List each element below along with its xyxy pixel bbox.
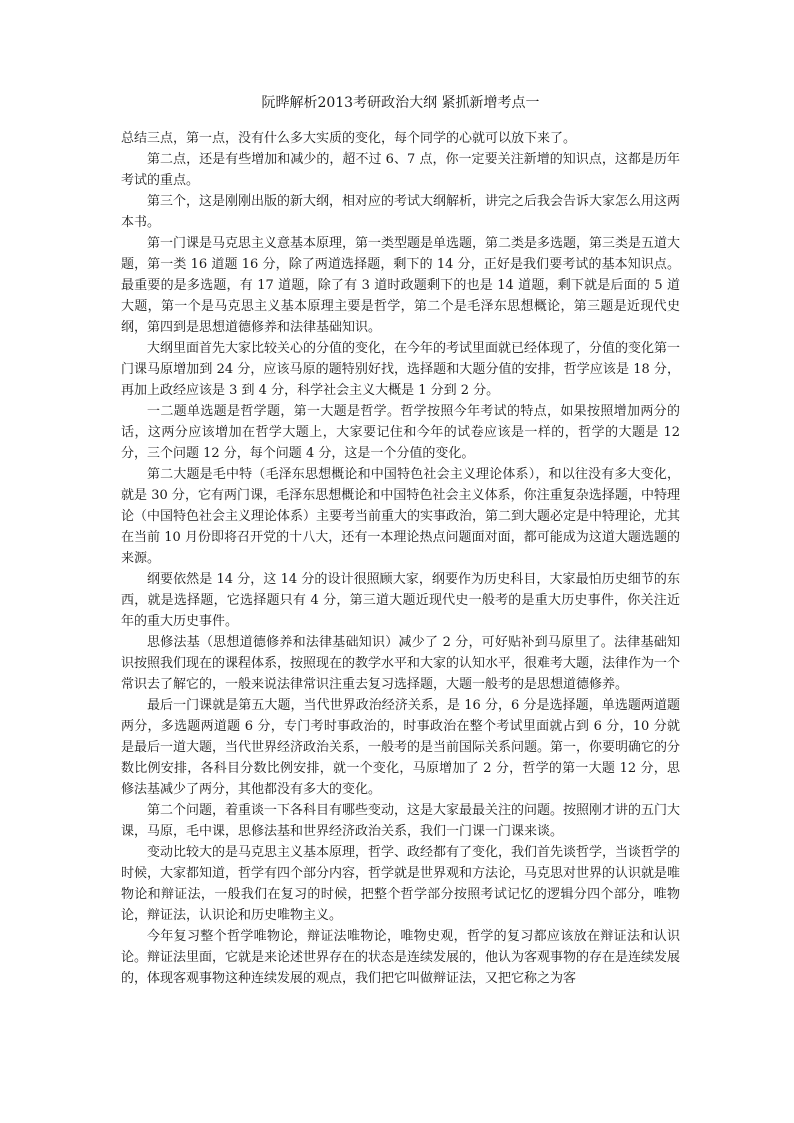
paragraph-7: 第二大题是毛中特（毛泽东思想概论和中国特色社会主义理论体系），和以往没有多大变化，就是 30 分，它有两门课，毛泽东思想概论和中国特色社会主义体系，你注重复杂选择题，中特理论（中国特色社会主义理论体系）主要考当前重大的实事政治，第二到大题必定是中特理论，尤其在当前 10 月份即将召开党的十八大，还有一本理论热点问题面对面，都可能成为这道大题选题的来源。 xyxy=(121,467,681,566)
document-title: 阮晔解析2013考研政治大纲 紧抓新增考点一 xyxy=(261,95,540,111)
paragraph-6: 一二题单选题是哲学题，第一大题是哲学。哲学按照今年考试的特点，如果按照增加两分的话，这两分应该增加在哲学大题上，大家要记住和今年的试卷应该是一样的，哲学的大题是 12 分，三个问题 12 分，每个问题 4 分，这是一个分值的变化。 xyxy=(121,404,680,461)
paragraph-5: 大纲里面首先大家比较关心的分值的变化，在今年的考试里面就已经体现了，分值的变化第一门课马原增加到 24 分，应该马原的题特别好找，选择题和大题分值的安排，哲学应该是 18 分，再加上政经应该是 3 到 4 分，科学社会主义大概是 1 分到 2 分。 xyxy=(121,341,681,398)
document-page xyxy=(121,92,680,989)
paragraph-12: 变动比较大的是马克思主义基本原理，哲学、政经都有了变化，我们首先谈哲学，当谈哲学的时候，大家都知道，哲学有四个部分内容，哲学就是世界观和方法论，马克思对世界的认识就是唯物论和辩证法，一般我们在复习的时候，把整个哲学部分按照考试记忆的逻辑分四个部分，唯物论，辩证法，认识论和历史唯物主义。 xyxy=(121,845,681,923)
paragraph-3: 第三个，这是刚刚出版的新大纲，相对应的考试大纲解析，讲完之后我会告诉大家怎么用这两本书。 xyxy=(121,194,681,230)
paragraph-13: 今年复习整个哲学唯物论，辩证法唯物论，唯物史观，哲学的复习都应该放在辩证法和认识论。辩证法里面，它就是来论述世界存在的状态是连续发展的，他认为客观事物的存在是连续发展的，体现客观事物这种连续发展的观点，我们把它叫做辩证法，又把它称之为客 xyxy=(121,929,681,986)
paragraph-1: 总结三点，第一点，没有什么多大实质的变化，每个同学的心就可以放下来了。 xyxy=(121,131,577,146)
paragraph-4: 第一门课是马克思主义意基本原理，第一类型题是单选题，第二类是多选题，第三类是五道大题，第一类 16 道题 16 分，除了两道选择题，剩下的 14 分，正好是我们要考试的基本知识点。最重要的是多选题，有 17 道题，除了有 3 道时政题剩下的也是 14 道题，剩下就是后面的 5 道大题，第一个是马克思主义基本原理主要是哲学，第二个是毛泽东思想概论，第三题是近现代史纲，第四到是思想道德修养和法律基础知识。 xyxy=(121,236,681,335)
paragraph-2: 第二点，还是有些增加和减少的，超不过 6、7 点，你一定要关注新增的知识点，这都是历年考试的重点。 xyxy=(121,152,680,188)
paragraph-11: 第二个问题，着重谈一下各科目有哪些变动，这是大家最最关注的问题。按照刚才讲的五门大课，马原，毛中课，思修法基和世界经济政治关系，我们一门课一门课来谈。 xyxy=(121,803,681,839)
paragraph-10: 最后一门课就是第五大题，当代世界政治经济关系，是 16 分，6 分是选择题，单选题两道题两分，多选题两道题 6 分，专门考时事政治的，时事政治在整个考试里面就占到 6 分，10 分就是最后一道大题，当代世界经济政治关系，一般考的是当前国际关系问题。第一，你要明确它的分数比例安排，各科目分数比例安排，就一个变化，马原增加了 2 分，哲学的第一大题 12 分，思修法基减少了两分，其他都没有多大的变化。 xyxy=(121,698,681,797)
paragraph-8: 纲要依然是 14 分，这 14 分的设计很照顾大家，纲要作为历史科目，大家最怕历史细节的东西，就是选择题，它选择题只有 4 分，第三道大题近现代史一般考的是重大历史事件，你关注近年的重大历史事件。 xyxy=(121,572,680,629)
paragraph-9: 思修法基（思想道德修养和法律基础知识）减少了 2 分，可好贴补到马原里了。法律基础知识按照我们现在的课程体系，按照现在的教学水平和大家的认知水平，很难考大题，法律作为一个常识去了解它的，一般来说法律常识注重去复习选择题，大题一般考的是思想道德修养。 xyxy=(121,635,681,692)
